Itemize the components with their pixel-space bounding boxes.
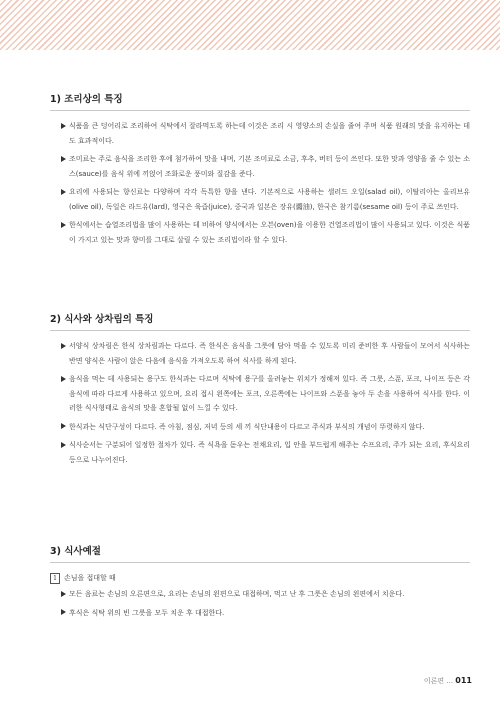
bullet-item: 식품을 큰 덩어리로 조리하여 식탁에서 잘라먹도록 하는데 이것은 조리 시 영양소의 손실을 줄여 주며 식품 원래의 맛을 유지하는 데도 효과적이다.	[50, 119, 470, 148]
bullet-item: 한식과는 식단구성이 다르다. 즉 아침, 점심, 저녁 등의 세 끼 식단내용이 다르고 주식과 부식의 개념이 뚜렷하지 않다.	[50, 420, 470, 435]
triangle-bullet-icon	[61, 423, 66, 429]
page-number: 011	[455, 676, 472, 685]
bullet-item: 조미료는 주로 음식을 조리한 후에 첨가하여 맛을 내며, 기본 조미료로 소금, 후추, 버터 등이 쓰인다. 또한 맛과 영양을 줄 수 있는 소스(sauce)를 음식 위에 끼얹어 조화로운 풍미와 질감을 준다.	[50, 152, 470, 181]
bullet-item: 한식에서는 습열조리법을 많이 사용하는 데 비하여 양식에서는 오븐(oven)을 이용한 건열조리법이 많이 사용되고 있다. 이것은 식품이 가지고 있는 맛과 향미를 그대로 살릴 수 있는 조리법이라 할 수 있다.	[50, 218, 470, 247]
triangle-bullet-icon	[61, 123, 66, 129]
triangle-bullet-icon	[61, 156, 66, 162]
triangle-bullet-icon	[61, 343, 66, 349]
triangle-bullet-icon	[61, 189, 66, 195]
footer-separator: ...	[446, 677, 454, 685]
section-cooking-features	[50, 94, 470, 251]
page-footer	[424, 676, 472, 686]
bullet-item: 후식은 식탁 위의 빈 그릇을 모두 치운 후 대접한다.	[50, 606, 470, 621]
section-title: 2) 식사와 상차림의 특징	[50, 314, 154, 325]
triangle-bullet-icon	[61, 591, 66, 597]
section-divider	[50, 110, 470, 111]
section-dining-etiquette	[50, 546, 470, 624]
subheading-text: 손님을 접대할 때	[64, 574, 116, 582]
triangle-bullet-icon	[61, 442, 66, 448]
bullet-item: 식사순서는 구분되어 일정한 절차가 있다. 즉 식욕을 돋우는 전채요리, 입 안을 부드럽게 해주는 수프요리, 주가 되는 요리, 후식요리 등으로 나누어진다.	[50, 438, 470, 467]
section-divider	[50, 562, 470, 563]
bullet-item: 요리에 사용되는 향신료는 다양하며 각각 독특한 향을 낸다. 기본적으로 사용하는 샐러드 오일(salad oil), 이탈리아는 올리브유(olive oil), 독일은 라드유(lard), 영국은 육즙(juice), 중국과 일본은 장유(醬油), 한국은 참기름(sesame oil) 등이 주로 쓰인다.	[50, 185, 470, 214]
section-divider	[50, 330, 470, 331]
section-dining-table-features	[50, 314, 470, 471]
subheading	[50, 571, 470, 585]
triangle-bullet-icon	[61, 222, 66, 228]
section-title: 3) 식사예절	[50, 546, 101, 557]
bullet-item: 모든 음료는 손님의 오른편으로, 요리는 손님의 왼편으로 대접하며, 먹고 난 후 그릇은 손님의 왼편에서 치운다.	[50, 587, 470, 602]
section-title: 1) 조리상의 특징	[50, 94, 123, 105]
bullet-item: 음식을 먹는 데 사용되는 용구도 한식과는 다르며 식탁에 용구를 올려놓는 위치가 정해져 있다. 즉 그릇, 스푼, 포크, 나이프 등은 각 음식에 따라 다르게 사용하고 있으며, 요리 접시 왼쪽에는 포크, 오른쪽에는 나이프와 스푼을 놓아 두 손을 사용하여 식사를 한다. 이러한 식사형태로 음식의 맛을 혼합될 없이 느낄 수 있다.	[50, 372, 470, 416]
triangle-bullet-icon	[61, 609, 66, 615]
boxed-number-badge: 1	[50, 573, 60, 584]
decorative-stripe-band	[0, 0, 500, 50]
bullet-item: 서양식 상차림은 한식 상차림과는 다르다. 즉 한식은 음식을 그릇에 담아 먹을 수 있도록 미리 준비한 후 사람들이 모여서 식사하는 반면 양식은 사람이 앉은 다음에 음식을 가져오도록 하여 식사를 하게 된다.	[50, 339, 470, 368]
triangle-bullet-icon	[61, 376, 66, 382]
footer-label: 이론편	[423, 677, 445, 685]
